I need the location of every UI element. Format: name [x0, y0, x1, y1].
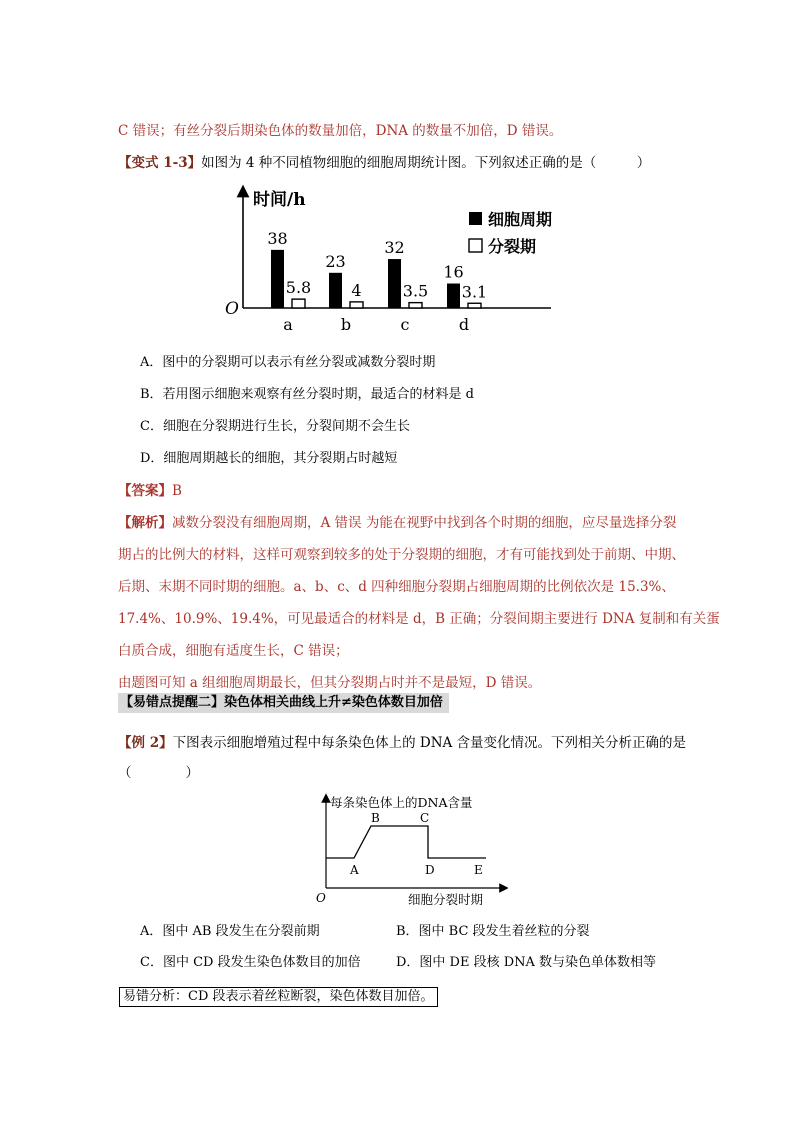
answer-line: [118, 481, 182, 501]
legend-swatch-mitosis: [469, 239, 482, 252]
bar-mitosis-d: [468, 303, 481, 308]
answer-value: B: [172, 483, 182, 499]
q1-option-a: A．图中的分裂期可以表示有丝分裂或减数分裂时期: [140, 355, 436, 370]
bar-cycle-b: [329, 273, 342, 308]
point-d: D: [425, 863, 435, 877]
category-c: c: [400, 315, 410, 334]
bar-mitosis-a: [292, 299, 305, 308]
analysis-text-1: 减数分裂没有细胞周期，A 错误 为能在视野中找到各个时期的细胞，应尽量选择分裂: [172, 515, 677, 531]
legend-swatch-cycle: [469, 212, 482, 225]
question-1-tag: 【变式 1-3】: [118, 155, 202, 171]
q1-option-b: B．若用图示细胞来观察有丝分裂时期，最适合的材料是 d: [140, 387, 475, 402]
point-e: E: [474, 863, 483, 877]
y-axis-label: 时间/h: [253, 190, 306, 210]
label-cycle-b: 23: [325, 251, 346, 271]
answer-label: 【答案】: [118, 483, 172, 499]
question-1-text: 如图为 4 种不同植物细胞的细胞周期统计图。下列叙述正确的是（ ）: [201, 155, 651, 171]
label-mitosis-c: 3.5: [402, 281, 429, 301]
q2-option-d: D．图中 DE 段核 DNA 数与染色单体数相等: [396, 955, 657, 970]
origin-label: O: [225, 299, 239, 319]
question-2: [118, 733, 686, 753]
bar-cycle-a: [271, 250, 284, 308]
q2-option-b: B．图中 BC 段发生着丝粒的分裂: [396, 924, 590, 939]
point-c: C: [420, 811, 430, 825]
dna-content-graph: [308, 792, 508, 912]
q1-option-d: D．细胞周期越长的细胞，其分裂期占时越短: [140, 451, 398, 466]
legend-cycle: 细胞周期: [488, 210, 553, 229]
label-mitosis-b: 4: [351, 280, 362, 300]
analysis-line-5: 白质合成，细胞有适度生长，C 错误；: [118, 643, 349, 659]
label-mitosis-d: 3.1: [461, 282, 488, 302]
graph-ylabel: 每条染色体上的DNA含量: [330, 795, 473, 810]
analysis-line-4: 17.4%、10.9%、19.4%，可见最适合的材料是 d，B 正确；分裂间期主要进行 DNA 复制和有关蛋: [118, 611, 720, 627]
error-analysis-note: 易错分析：CD 段表示着丝粒断裂，染色体数目加倍。: [119, 987, 438, 1007]
bar-cycle-c: [388, 259, 401, 308]
bar-mitosis-c: [409, 303, 422, 308]
label-mitosis-a: 5.8: [285, 278, 312, 298]
graph-origin: O: [316, 891, 326, 905]
analysis-tail: 由题图可知 a 组细胞周期最长，但其分裂期占时并不是最短，D 错误。: [118, 675, 542, 691]
bar-cycle-d: [447, 284, 460, 308]
question-2-paren: （ ）: [118, 765, 199, 781]
bar-mitosis-b: [350, 302, 363, 308]
analysis-label: 【解析】: [118, 515, 172, 531]
category-d: d: [458, 315, 470, 334]
q2-option-c: C．图中 CD 段发生染色体数目的加倍: [140, 955, 361, 970]
analysis-line-1: [118, 513, 676, 533]
q1-option-c: C．细胞在分裂期进行生长，分裂间期不会生长: [140, 419, 410, 434]
graph-xlabel: 细胞分裂时期: [408, 892, 484, 907]
analysis-line-2: 期占的比例大的材料，这样可观察到较多的处于分裂期的细胞，才有可能找到处于前期、中期、: [118, 547, 685, 563]
legend-mitosis: 分裂期: [488, 237, 537, 256]
cell-cycle-bar-chart: [225, 183, 555, 335]
question-1: [118, 153, 650, 173]
q2-option-a: A．图中 AB 段发生在分裂前期: [140, 924, 320, 939]
error-tip-heading: 【易错点提醒二】染色体相关曲线上升≠染色体数目加倍: [118, 693, 449, 713]
label-cycle-c: 32: [384, 238, 405, 258]
previous-answer-tail: C 错误；有丝分裂后期染色体的数量加倍，DNA 的数量不加倍，D 错误。: [118, 123, 563, 139]
dna-curve: [326, 826, 486, 858]
category-b: b: [340, 315, 352, 334]
category-a: a: [283, 315, 293, 334]
point-a: A: [350, 863, 359, 877]
label-cycle-a: 38: [267, 228, 288, 248]
question-2-tag: 【例 2】: [118, 735, 173, 751]
point-b: B: [371, 811, 380, 825]
question-2-text: 下图表示细胞增殖过程中每条染色体上的 DNA 含量变化情况。下列相关分析正确的是: [172, 735, 687, 751]
label-cycle-d: 16: [443, 262, 464, 282]
analysis-line-3: 后期、末期不同时期的细胞。a、b、c、d 四种细胞分裂期占细胞周期的比例依次是 15.3%、: [118, 579, 675, 595]
